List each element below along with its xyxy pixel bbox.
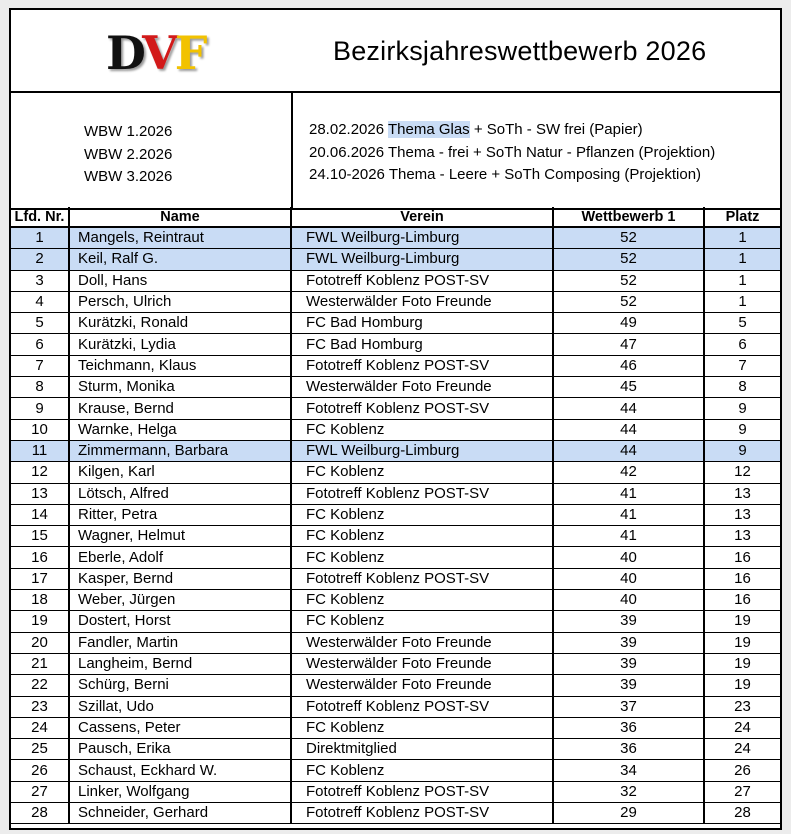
- info-divider: [291, 93, 293, 208]
- cell-verein: Fototreff Koblenz POST-SV: [291, 483, 553, 504]
- cell-name: Dostert, Horst: [69, 611, 291, 632]
- cell-nr: 28: [11, 803, 69, 824]
- cell-wettbewerb-1: 44: [553, 398, 704, 419]
- cell-platz: 24: [704, 717, 780, 738]
- cell-verein: Fototreff Koblenz POST-SV: [291, 803, 553, 824]
- cell-name: Keil, Ralf G.: [69, 249, 291, 270]
- cell-nr: 19: [11, 611, 69, 632]
- cell-name: Schaust, Eckhard W.: [69, 760, 291, 781]
- cell-verein: FC Koblenz: [291, 590, 553, 611]
- cell-nr: 1: [11, 227, 69, 249]
- table-row: [11, 803, 780, 824]
- table-row: [11, 739, 780, 760]
- cell-verein: FC Bad Homburg: [291, 313, 553, 334]
- cell-name: Warnke, Helga: [69, 419, 291, 440]
- cell-nr: 27: [11, 781, 69, 802]
- cell-wettbewerb-1: 40: [553, 547, 704, 568]
- cell-wettbewerb-1: 34: [553, 760, 704, 781]
- cell-verein: Westerwälder Foto Freunde: [291, 675, 553, 696]
- table-row: [11, 696, 780, 717]
- cell-wettbewerb-1: 39: [553, 632, 704, 653]
- table-row: [11, 334, 780, 355]
- cell-wettbewerb-1: 41: [553, 526, 704, 547]
- cell-nr: 12: [11, 462, 69, 483]
- cell-verein: Fototreff Koblenz POST-SV: [291, 398, 553, 419]
- cell-wettbewerb-1: 39: [553, 653, 704, 674]
- cell-platz: 16: [704, 547, 780, 568]
- cell-name: Kurätzki, Lydia: [69, 334, 291, 355]
- cell-platz: 1: [704, 249, 780, 270]
- cell-nr: 24: [11, 717, 69, 738]
- cell-name: Ritter, Petra: [69, 504, 291, 525]
- cell-nr: 10: [11, 419, 69, 440]
- cell-name: Kasper, Bernd: [69, 568, 291, 589]
- table-row: [11, 504, 780, 525]
- sheet-header: [11, 10, 780, 93]
- cell-name: Teichmann, Klaus: [69, 355, 291, 376]
- cell-wettbewerb-1: 45: [553, 377, 704, 398]
- cell-verein: FWL Weilburg-Limburg: [291, 227, 553, 249]
- logo-letter-v: V: [142, 26, 175, 80]
- cell-name: Fandler, Martin: [69, 632, 291, 653]
- competition-date: 20.06.2026: [309, 143, 385, 161]
- cell-verein: Westerwälder Foto Freunde: [291, 632, 553, 653]
- cell-name: Kilgen, Karl: [69, 462, 291, 483]
- cell-name: Szillat, Udo: [69, 696, 291, 717]
- cell-nr: 21: [11, 653, 69, 674]
- cell-name: Eberle, Adolf: [69, 547, 291, 568]
- competition-theme: Thema - frei + SoTh Natur - Pflanzen (Projektion): [387, 143, 716, 161]
- cell-verein: Westerwälder Foto Freunde: [291, 653, 553, 674]
- cell-wettbewerb-1: 42: [553, 462, 704, 483]
- cell-name: Schneider, Gerhard: [69, 803, 291, 824]
- cell-platz: 13: [704, 504, 780, 525]
- cell-platz: 8: [704, 377, 780, 398]
- table-row: [11, 419, 780, 440]
- competition-info: [11, 93, 780, 210]
- competition-description: [309, 164, 715, 187]
- cell-wettbewerb-1: 36: [553, 717, 704, 738]
- cell-platz: 24: [704, 739, 780, 760]
- cell-platz: 13: [704, 526, 780, 547]
- cell-nr: 11: [11, 440, 69, 461]
- cell-name: Persch, Ulrich: [69, 291, 291, 312]
- cell-verein: Westerwälder Foto Freunde: [291, 291, 553, 312]
- dvf-logo: [106, 26, 205, 80]
- cell-platz: 26: [704, 760, 780, 781]
- cell-verein: FWL Weilburg-Limburg: [291, 249, 553, 270]
- cell-wettbewerb-1: 40: [553, 590, 704, 611]
- cell-platz: 23: [704, 696, 780, 717]
- table-row: [11, 632, 780, 653]
- cell-nr: 5: [11, 313, 69, 334]
- table-row: [11, 270, 780, 291]
- cell-verein: Direktmitglied: [291, 739, 553, 760]
- cell-name: Linker, Wolfgang: [69, 781, 291, 802]
- cell-name: Sturm, Monika: [69, 377, 291, 398]
- table-row: [11, 526, 780, 547]
- cell-name: Zimmermann, Barbara: [69, 440, 291, 461]
- cell-verein: FC Koblenz: [291, 462, 553, 483]
- cell-platz: 9: [704, 419, 780, 440]
- cell-platz: 16: [704, 590, 780, 611]
- cell-verein: Westerwälder Foto Freunde: [291, 377, 553, 398]
- cell-nr: 26: [11, 760, 69, 781]
- cell-verein: FC Koblenz: [291, 611, 553, 632]
- cell-name: Lötsch, Alfred: [69, 483, 291, 504]
- cell-name: Pausch, Erika: [69, 739, 291, 760]
- cell-nr: 6: [11, 334, 69, 355]
- cell-wettbewerb-1: 29: [553, 803, 704, 824]
- cell-name: Cassens, Peter: [69, 717, 291, 738]
- cell-nr: 9: [11, 398, 69, 419]
- cell-verein: FC Koblenz: [291, 504, 553, 525]
- page-title: Bezirksjahreswettbewerb 2026: [333, 36, 707, 66]
- cell-wettbewerb-1: 52: [553, 249, 704, 270]
- table-row: [11, 611, 780, 632]
- cell-wettbewerb-1: 44: [553, 440, 704, 461]
- cell-name: Doll, Hans: [69, 270, 291, 291]
- competition-id-list: [84, 121, 172, 189]
- col-header-nr: Lfd. Nr.: [11, 207, 69, 227]
- cell-platz: 9: [704, 440, 780, 461]
- cell-wettbewerb-1: 32: [553, 781, 704, 802]
- logo-letter-d: D: [106, 26, 143, 80]
- competition-date: 24.10-2026: [309, 166, 385, 183]
- cell-platz: 13: [704, 483, 780, 504]
- cell-name: Kurätzki, Ronald: [69, 313, 291, 334]
- table-row: [11, 781, 780, 802]
- cell-nr: 2: [11, 249, 69, 270]
- table-row: [11, 313, 780, 334]
- cell-nr: 18: [11, 590, 69, 611]
- cell-name: Mangels, Reintraut: [69, 227, 291, 249]
- cell-verein: FWL Weilburg-Limburg: [291, 440, 553, 461]
- cell-wettbewerb-1: 52: [553, 270, 704, 291]
- table-row: [11, 249, 780, 270]
- cell-platz: 19: [704, 653, 780, 674]
- cell-platz: 5: [704, 313, 780, 334]
- logo-letter-f: F: [174, 26, 205, 80]
- cell-name: Weber, Jürgen: [69, 590, 291, 611]
- cell-verein: Fototreff Koblenz POST-SV: [291, 355, 553, 376]
- table-row: [11, 675, 780, 696]
- cell-wettbewerb-1: 37: [553, 696, 704, 717]
- cell-verein: FC Koblenz: [291, 526, 553, 547]
- cell-name: Langheim, Bernd: [69, 653, 291, 674]
- competition-date: 28.02.2026: [309, 121, 385, 138]
- table-row: [11, 398, 780, 419]
- cell-wettbewerb-1: 52: [553, 227, 704, 249]
- cell-wettbewerb-1: 46: [553, 355, 704, 376]
- cell-wettbewerb-1: 41: [553, 504, 704, 525]
- cell-platz: 1: [704, 270, 780, 291]
- cell-nr: 8: [11, 377, 69, 398]
- cell-nr: 20: [11, 632, 69, 653]
- cell-wettbewerb-1: 36: [553, 739, 704, 760]
- cell-wettbewerb-1: 47: [553, 334, 704, 355]
- col-header-verein: Verein: [291, 207, 553, 227]
- cell-platz: 6: [704, 334, 780, 355]
- cell-platz: 7: [704, 355, 780, 376]
- cell-wettbewerb-1: 40: [553, 568, 704, 589]
- cell-verein: FC Bad Homburg: [291, 334, 553, 355]
- table-row: [11, 717, 780, 738]
- cell-nr: 13: [11, 483, 69, 504]
- cell-verein: FC Koblenz: [291, 717, 553, 738]
- cell-verein: Fototreff Koblenz POST-SV: [291, 568, 553, 589]
- cell-wettbewerb-1: 41: [553, 483, 704, 504]
- cell-nr: 25: [11, 739, 69, 760]
- cell-platz: 1: [704, 291, 780, 312]
- cell-verein: Fototreff Koblenz POST-SV: [291, 270, 553, 291]
- cell-platz: 28: [704, 803, 780, 824]
- competition-description: [309, 119, 715, 142]
- cell-nr: 3: [11, 270, 69, 291]
- results-table: [11, 207, 780, 824]
- competition-id: WBW 1.2026: [84, 123, 173, 140]
- col-header-wettbewerb-1: Wettbewerb 1: [553, 207, 704, 227]
- cell-verein: FC Koblenz: [291, 760, 553, 781]
- cell-nr: 23: [11, 696, 69, 717]
- table-row: [11, 440, 780, 461]
- table-row: [11, 377, 780, 398]
- competition-id: WBW 3.2026: [84, 168, 173, 185]
- table-header-row: [11, 207, 780, 227]
- cell-verein: FC Koblenz: [291, 547, 553, 568]
- table-row: [11, 483, 780, 504]
- table-row: [11, 291, 780, 312]
- cell-platz: 19: [704, 611, 780, 632]
- cell-platz: 16: [704, 568, 780, 589]
- cell-platz: 12: [704, 462, 780, 483]
- cell-name: Wagner, Helmut: [69, 526, 291, 547]
- cell-verein: Fototreff Koblenz POST-SV: [291, 696, 553, 717]
- cell-verein: FC Koblenz: [291, 419, 553, 440]
- competition-id: WBW 2.2026: [84, 145, 173, 163]
- col-header-platz: Platz: [704, 207, 780, 227]
- table-row: [11, 760, 780, 781]
- cell-wettbewerb-1: 44: [553, 419, 704, 440]
- competition-theme: Thema - Leere + SoTh Composing (Projektion): [388, 166, 702, 183]
- cell-nr: 4: [11, 291, 69, 312]
- table-row: [11, 590, 780, 611]
- cell-wettbewerb-1: 52: [553, 291, 704, 312]
- cell-platz: 1: [704, 227, 780, 249]
- cell-name: Krause, Bernd: [69, 398, 291, 419]
- table-row: [11, 355, 780, 376]
- cell-nr: 14: [11, 504, 69, 525]
- table-row: [11, 653, 780, 674]
- competition-description-list: [309, 119, 715, 187]
- cell-platz: 19: [704, 632, 780, 653]
- table-row: [11, 462, 780, 483]
- cell-name: Schürg, Berni: [69, 675, 291, 696]
- col-header-name: Name: [69, 207, 291, 227]
- cell-nr: 17: [11, 568, 69, 589]
- table-row: [11, 227, 780, 249]
- competition-theme-highlight: Thema Glas: [387, 121, 470, 138]
- results-sheet: [9, 8, 782, 830]
- competition-theme: + SoTh - SW frei (Papier): [469, 121, 643, 138]
- cell-wettbewerb-1: 39: [553, 675, 704, 696]
- cell-nr: 22: [11, 675, 69, 696]
- cell-nr: 16: [11, 547, 69, 568]
- cell-nr: 15: [11, 526, 69, 547]
- competition-description: [309, 142, 715, 165]
- cell-platz: 9: [704, 398, 780, 419]
- cell-verein: Fototreff Koblenz POST-SV: [291, 781, 553, 802]
- cell-platz: 27: [704, 781, 780, 802]
- table-row: [11, 547, 780, 568]
- table-row: [11, 568, 780, 589]
- cell-platz: 19: [704, 675, 780, 696]
- cell-wettbewerb-1: 39: [553, 611, 704, 632]
- cell-nr: 7: [11, 355, 69, 376]
- cell-wettbewerb-1: 49: [553, 313, 704, 334]
